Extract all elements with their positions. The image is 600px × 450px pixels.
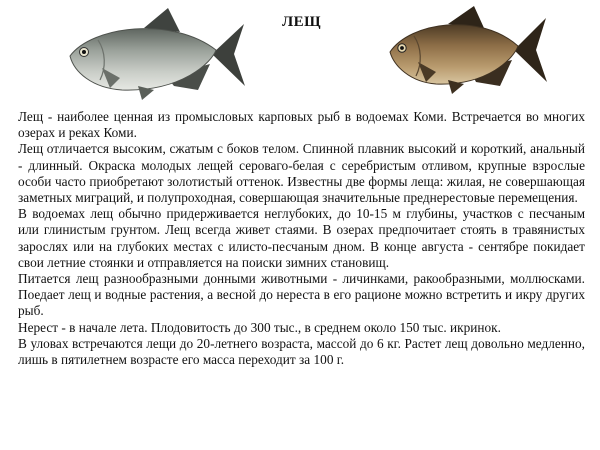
paragraph-appearance: Лещ отличается высоким, сжатым с боков телом. Спинной плавник высокий и короткий, анальный - длинный. Окраска молодых лещей сероваго-белая с серебристым отливом, крупные взрослые особи часто приобретают золотистый оттенок. Известны две формы леща: жилая, не совершающая заметных миграций, и полупроходная, совершающая значительные преднерестовые перемещения.	[18, 141, 585, 206]
paragraph-growth: В уловах встречаются лещи до 20-летнего возраста, массой до 6 кг. Растет лещ довольно медленно, лишь в пятилетнем возрасте его масса переходит за 100 г.	[18, 335, 585, 368]
paragraph-intro: Лещ - наиболее ценная из промысловых карповых рыб в водоемах Коми. Встречается во многих озерах и реках Коми.	[18, 109, 585, 141]
paragraph-diet: Питается лещ разнообразными донными животными - личинками, ракообразными, моллюсками. Поедает лещ и водные растения, а весной до нереста в его рационе можно встретить и икру других рыб.	[18, 271, 585, 319]
bream-fish-silver-illustration	[62, 6, 246, 102]
bream-fish-golden-illustration	[384, 4, 548, 96]
paragraph-habitat: В водоемах лещ обычно придерживается неглубоких, до 10-15 м глубины, участков с песчаным или глинистым грунтом. Лещ всегда живет стаями. В озерах предпочитает стоять в травянистых зарослях или на глубоких местах с илисто-песчаным дном. В конце августа - сентябре покидает свои летние стоянки и отправляется на поиски зимних становищ.	[18, 206, 585, 270]
paragraph-spawning: Нерест - в начале лета. Плодовитость до 300 тыс., в среднем около 150 тыс. икринок.	[18, 319, 501, 335]
page-title: ЛЕЩ	[282, 14, 322, 30]
article-body	[18, 109, 585, 368]
